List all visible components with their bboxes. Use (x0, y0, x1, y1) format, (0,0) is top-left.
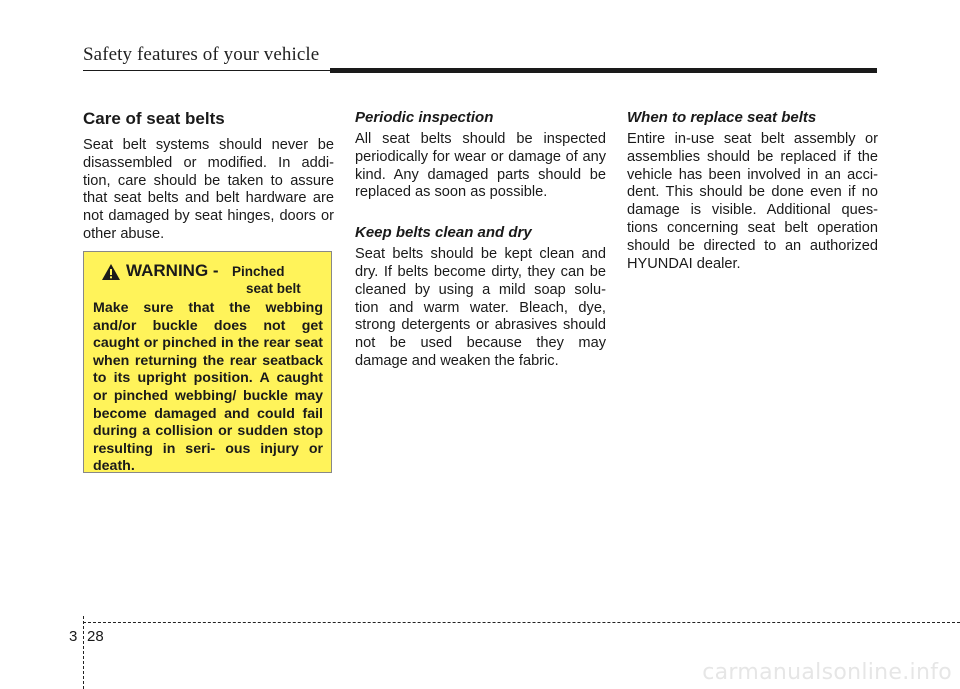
text-line: damage is visible. Additional ques- (627, 202, 878, 219)
care-paragraph (83, 137, 334, 244)
warning-triangle-icon (101, 263, 121, 281)
warning-header (93, 260, 323, 300)
text-line: tion, care should be taken to assure (83, 172, 334, 189)
care-heading: Care of seat belts (83, 109, 225, 128)
text-line: that seat belts and belt hardware are (83, 190, 334, 207)
text-line: be replaced as soon as possible. (355, 166, 606, 201)
text-line: seatback to its upright position. (93, 352, 323, 387)
text-line: strong detergents or abrasives (355, 317, 563, 334)
text-line: and/or buckle does not get (93, 317, 323, 334)
column-right (627, 108, 878, 273)
header-rule-bar (330, 68, 877, 73)
text-line: All seat belts should be inspected (355, 131, 606, 147)
replace-paragraph (627, 131, 878, 273)
column-left (83, 108, 334, 244)
text-line: may damage and weaken the fabric. (355, 335, 606, 369)
text-line: ous injury or death. (93, 440, 324, 475)
text-line: assemblies should be replaced if the (627, 148, 878, 165)
replace-heading: When to replace seat belts (627, 109, 817, 126)
text-line: dent. This should be done even if no (627, 184, 878, 201)
text-line: disassembled or modified. In addi- (83, 154, 334, 171)
text-line: Seat belt systems should never be (83, 137, 334, 153)
column-middle (355, 108, 606, 371)
periodic-inspection-paragraph (355, 131, 606, 202)
text-line: not damaged by seat hinges, doors (83, 208, 322, 225)
warning-subject: Pinched (232, 264, 285, 279)
text-line: any kind. Any damaged parts should (355, 148, 606, 183)
text-line: cleaned by using a mild soap solu- (355, 281, 606, 298)
text-line: Seat belts should be kept clean and (355, 246, 606, 263)
clean-dry-paragraph (355, 246, 606, 371)
warning-label: WARNING - (126, 261, 219, 280)
warning-box (83, 251, 332, 473)
text-line: Entire in-use seat belt assembly or (627, 131, 878, 147)
warning-text (93, 300, 323, 476)
text-line: dry. If belts become dirty, they can be (355, 263, 606, 280)
text-line: tions concerning seat belt operation (627, 219, 878, 236)
text-line: seat when returning the rear (93, 335, 323, 369)
clean-dry-heading: Keep belts clean and dry (355, 224, 532, 242)
text-line: or other abuse. (83, 208, 334, 242)
footer-divider (83, 616, 84, 689)
header-rule (83, 70, 333, 71)
page-header-title: Safety features of your vehicle (83, 44, 320, 65)
text-line: periodically for wear or damage of (355, 148, 583, 165)
warning-subject-cont: seat belt (246, 281, 301, 296)
section-number: 3 (69, 628, 78, 645)
text-line: or sudden stop resulting in seri- (93, 423, 323, 457)
text-line: tion and warm water. Bleach, dye, (355, 299, 606, 316)
text-line: should not be used because they (355, 317, 606, 352)
text-line: Make sure that the webbing (93, 300, 323, 316)
text-line: caught or pinched in the rear (93, 335, 295, 352)
text-line: A caught or pinched webbing/ (93, 370, 323, 404)
text-line: buckle may become damaged (93, 387, 323, 422)
footer-rule (83, 622, 960, 623)
text-line: should be directed to an authorized (627, 237, 878, 254)
periodic-inspection-heading: Periodic inspection (355, 109, 494, 126)
page-number: 28 (87, 628, 104, 645)
text-line: vehicle has been involved in an acci- (627, 166, 878, 183)
watermark: carmanualsonline.info (702, 660, 952, 685)
text-line: and could fail during a collision (93, 405, 323, 440)
text-line: HYUNDAI dealer. (627, 255, 741, 272)
